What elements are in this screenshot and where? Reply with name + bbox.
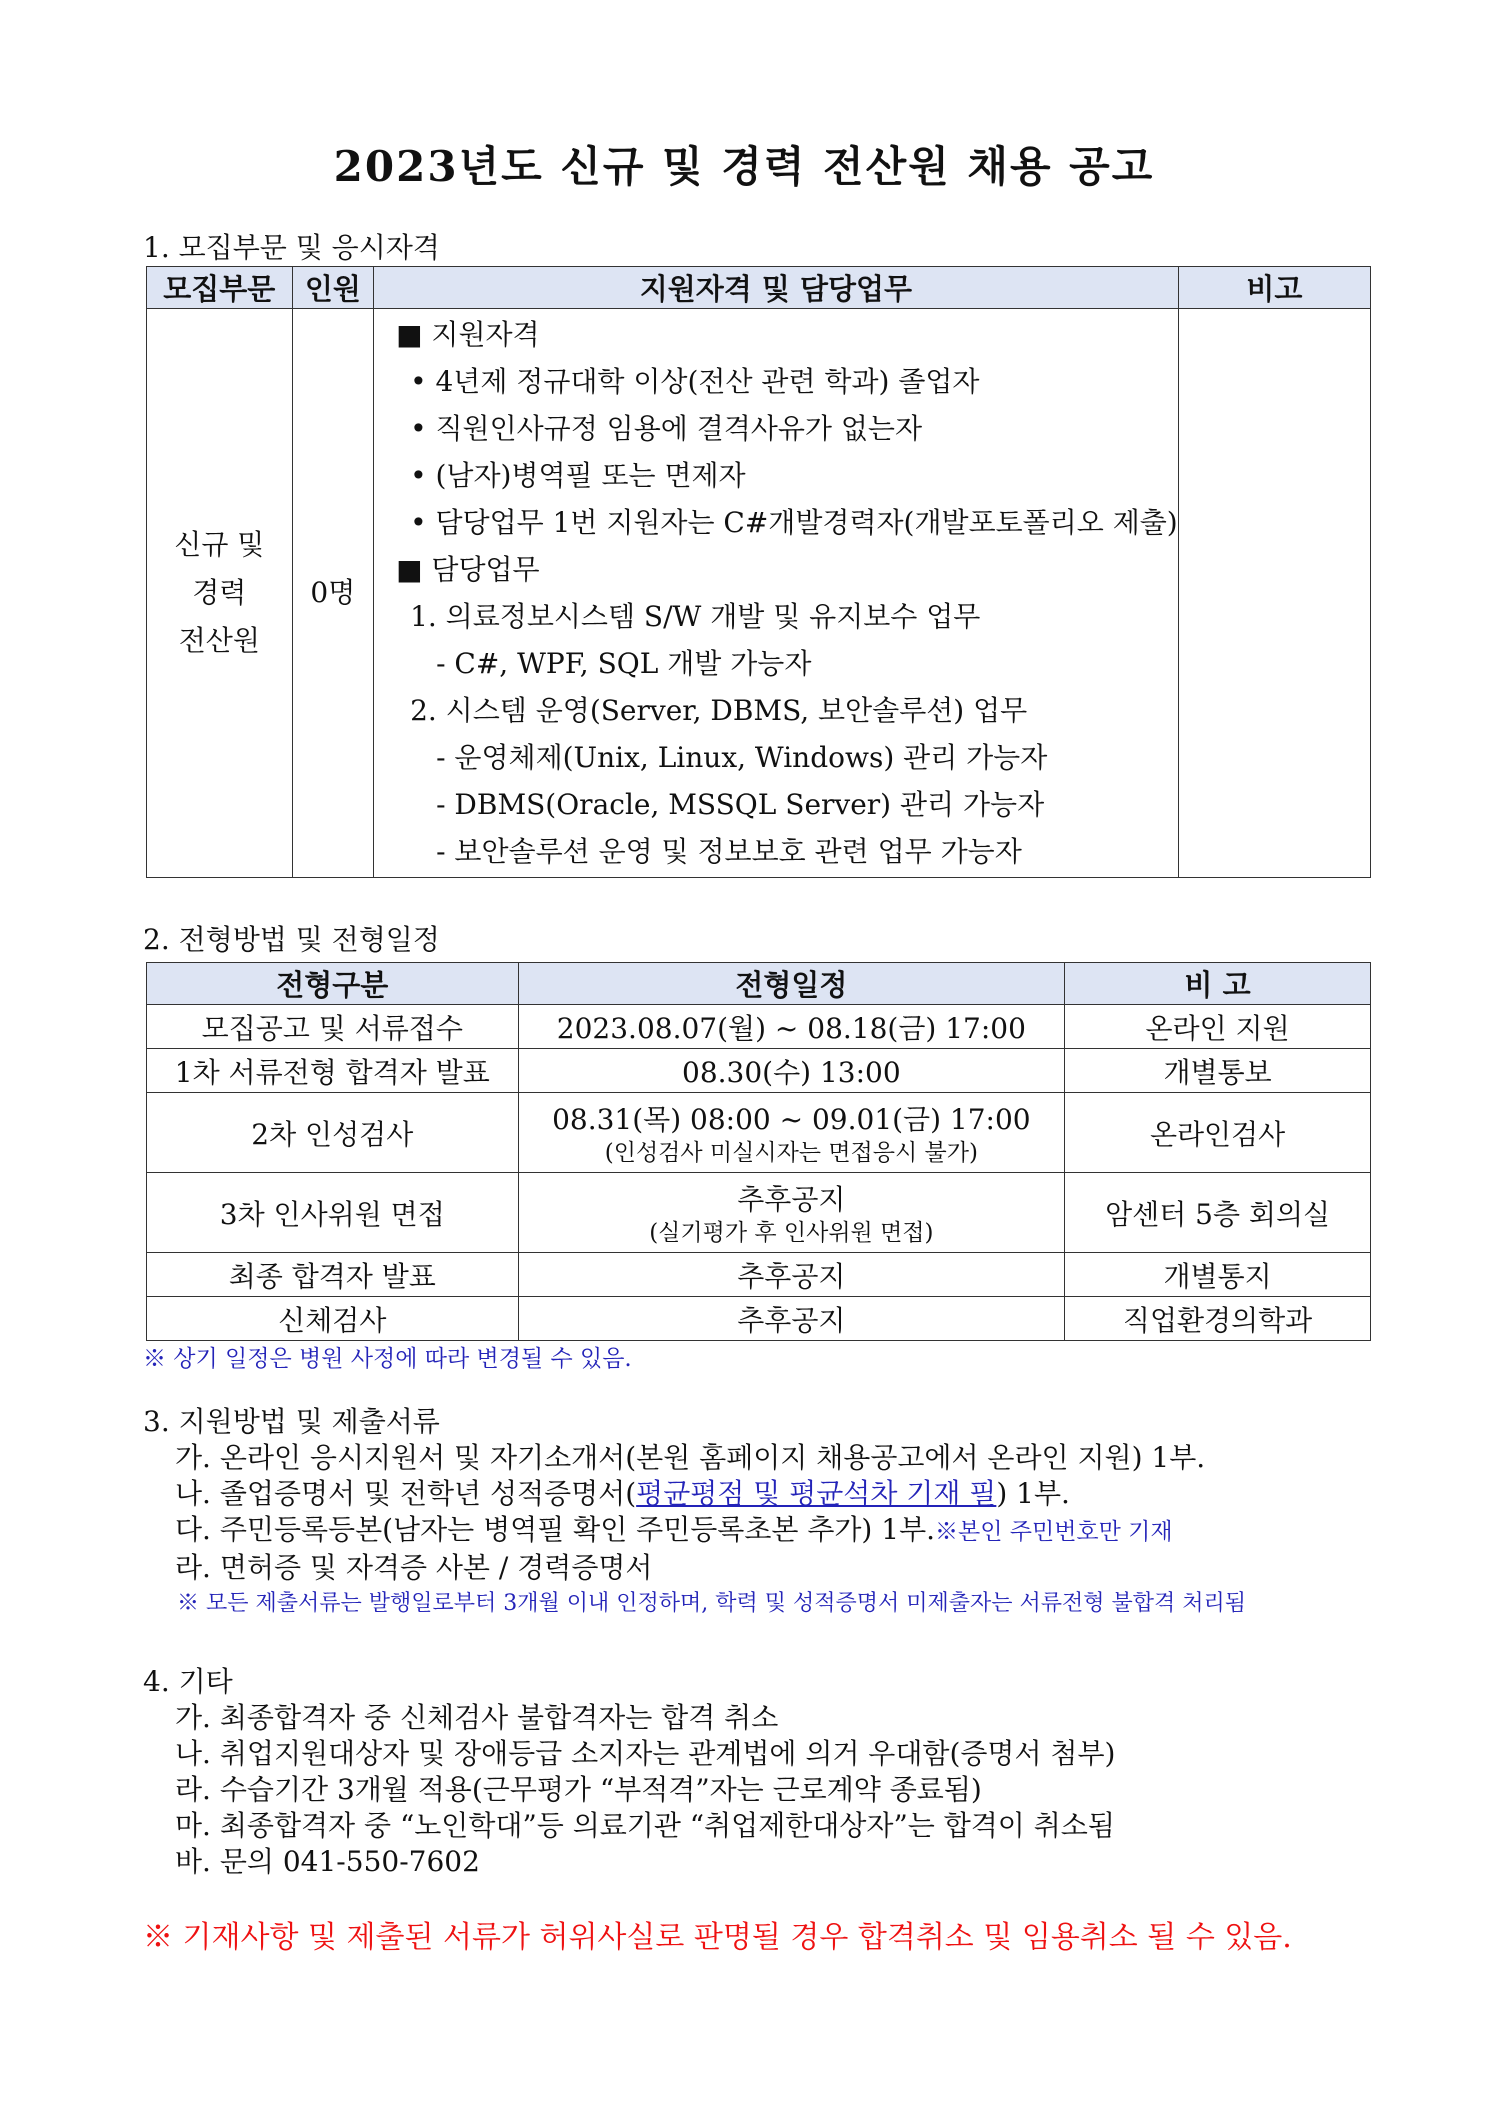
table-row (147, 1049, 1371, 1093)
duty-title: ■ 담당업무 (396, 553, 540, 586)
table-row (147, 1173, 1371, 1253)
schedule-cell: 08.30(수) 13:00 (518, 1049, 1065, 1093)
qual-item: • (남자)병역필 또는 면제자 (410, 459, 746, 492)
table-row (147, 1005, 1371, 1049)
section2-heading: 2. 전형방법 및 전형일정 (143, 923, 440, 956)
recruitment-table (146, 266, 1371, 878)
schedule-table (146, 962, 1371, 1341)
etc-item: 바. 문의 041-550-7602 (175, 1845, 480, 1878)
qual-item: • 4년제 정규대학 이상(전산 관련 학과) 졸업자 (410, 365, 980, 398)
duty-item: - 보안솔루션 운영 및 정보보호 관련 업무 가능자 (436, 835, 1022, 868)
dept-line: 경력 (192, 576, 247, 609)
header-qualification: 지원자격 및 담당업무 (374, 267, 1179, 309)
doc-item-na-text: 나. 졸업증명서 및 전학년 성적증명서( (175, 1477, 637, 1510)
remark-cell: 암센터 5층 회의실 (1065, 1173, 1371, 1253)
etc-item: 라. 수습기간 3개월 적용(근무평가 “부적격”자는 근로계약 종료됨) (175, 1773, 982, 1806)
remark-cell: 온라인검사 (1065, 1093, 1371, 1173)
dept-line: 전산원 (178, 624, 260, 657)
final-warning: ※ 기재사항 및 제출된 서류가 허위사실로 판명될 경우 합격취소 및 임용취소 될 수 있음. (143, 1920, 1292, 1955)
duty-item: - 운영체제(Unix, Linux, Windows) 관리 가능자 (436, 741, 1048, 774)
stage-cell: 3차 인사위원 면접 (147, 1173, 519, 1253)
remark-cell (1178, 309, 1370, 878)
header-remark: 비 고 (1065, 963, 1371, 1005)
doc-item-ga: 가. 온라인 응시지원서 및 자기소개서(본원 홈페이지 채용공고에서 온라인 지원) 1부. (175, 1441, 1206, 1474)
header-count: 인원 (292, 267, 373, 309)
qual-item: • 담당업무 1번 지원자는 C#개발경력자(개발포토폴리오 제출) (410, 506, 1178, 539)
table-row (147, 1253, 1371, 1297)
header-stage: 전형구분 (147, 963, 519, 1005)
schedule-sub: (인성검사 미실시자는 면접응시 불가) (604, 1139, 978, 1166)
table-header-row (147, 963, 1371, 1005)
page-title: 2023년도 신규 및 경력 전산원 채용 공고 (333, 142, 1155, 191)
dept-cell (147, 309, 293, 878)
doc-item-da-note: ※본인 주민번호만 기재 (935, 1519, 1173, 1545)
remark-cell: 개별통지 (1065, 1253, 1371, 1297)
stage-cell: 신체검사 (147, 1297, 519, 1341)
section3 (143, 1404, 1246, 1622)
doc-item-ra: 라. 면허증 및 자격증 사본 / 경력증명서 (175, 1551, 653, 1584)
section4 (143, 1664, 1115, 1880)
doc-item-na (143, 1476, 1246, 1512)
table-row (147, 1297, 1371, 1341)
qual-title: ■ 지원자격 (396, 318, 540, 351)
header-schedule: 전형일정 (518, 963, 1065, 1005)
stage-cell: 모집공고 및 서류접수 (147, 1005, 519, 1049)
duty-item: - DBMS(Oracle, MSSQL Server) 관리 가능자 (436, 788, 1045, 821)
schedule-note: ※ 상기 일정은 병원 사정에 따라 변경될 수 있음. (143, 1346, 632, 1372)
qual-item: • 직원인사규정 임용에 결격사유가 없는자 (410, 412, 922, 445)
etc-item: 마. 최종합격자 중 “노인학대”등 의료기관 “취업제한대상자”는 합격이 취소됨 (175, 1809, 1115, 1842)
table-row (147, 309, 1371, 878)
table-header-row (147, 267, 1371, 309)
table-row (147, 1093, 1371, 1173)
header-dept: 모집부문 (147, 267, 293, 309)
remark-cell: 개별통보 (1065, 1049, 1371, 1093)
section3-heading: 3. 지원방법 및 제출서류 (143, 1405, 440, 1438)
dept-line: 신규 및 (174, 528, 265, 561)
documents-note: ※ 모든 제출서류는 발행일로부터 3개월 이내 인정하며, 학력 및 성적증명서 미제출자는 서류전형 불합격 처리됨 (177, 1591, 1246, 1616)
schedule-cell: 2023.08.07(월) ~ 08.18(금) 17:00 (518, 1005, 1065, 1049)
etc-item: 가. 최종합격자 중 신체검사 불합격자는 합격 취소 (175, 1701, 779, 1734)
schedule-cell (518, 1093, 1065, 1173)
remark-cell: 온라인 지원 (1065, 1005, 1371, 1049)
stage-cell: 1차 서류전형 합격자 발표 (147, 1049, 519, 1093)
schedule-sub: (실기평가 후 인사위원 면접) (649, 1219, 934, 1246)
stage-cell: 2차 인성검사 (147, 1093, 519, 1173)
doc-item-da-text: 다. 주민등록등본(남자는 병역필 확인 주민등록초본 추가) 1부. (175, 1513, 936, 1546)
etc-item: 나. 취업지원대상자 및 장애등급 소지자는 관계법에 의거 우대함(증명서 첨부) (175, 1737, 1116, 1770)
section1-heading: 1. 모집부문 및 응시자격 (143, 231, 440, 264)
schedule-main: 08.31(목) 08:00 ~ 09.01(금) 17:00 (552, 1102, 1031, 1136)
duty-item: 2. 시스템 운영(Server, DBMS, 보안솔루션) 업무 (410, 694, 1028, 727)
duty-item: - C#, WPF, SQL 개발 가능자 (436, 647, 812, 680)
qualification-cell (374, 309, 1179, 878)
header-remark: 비고 (1178, 267, 1370, 309)
doc-item-na-suffix: ) 1부. (996, 1477, 1070, 1510)
schedule-cell: 추후공지 (518, 1253, 1065, 1297)
duty-item: 1. 의료정보시스템 S/W 개발 및 유지보수 업무 (410, 600, 981, 633)
schedule-main: 추후공지 (737, 1182, 846, 1216)
stage-cell: 최종 합격자 발표 (147, 1253, 519, 1297)
doc-item-na-emphasis: 평균평점 및 평균석차 기재 필 (636, 1477, 997, 1510)
section4-heading: 4. 기타 (143, 1665, 233, 1698)
count-cell: 0명 (292, 309, 373, 878)
remark-cell: 직업환경의학과 (1065, 1297, 1371, 1341)
schedule-cell (518, 1173, 1065, 1253)
doc-item-da (143, 1512, 1246, 1550)
schedule-cell: 추후공지 (518, 1297, 1065, 1341)
